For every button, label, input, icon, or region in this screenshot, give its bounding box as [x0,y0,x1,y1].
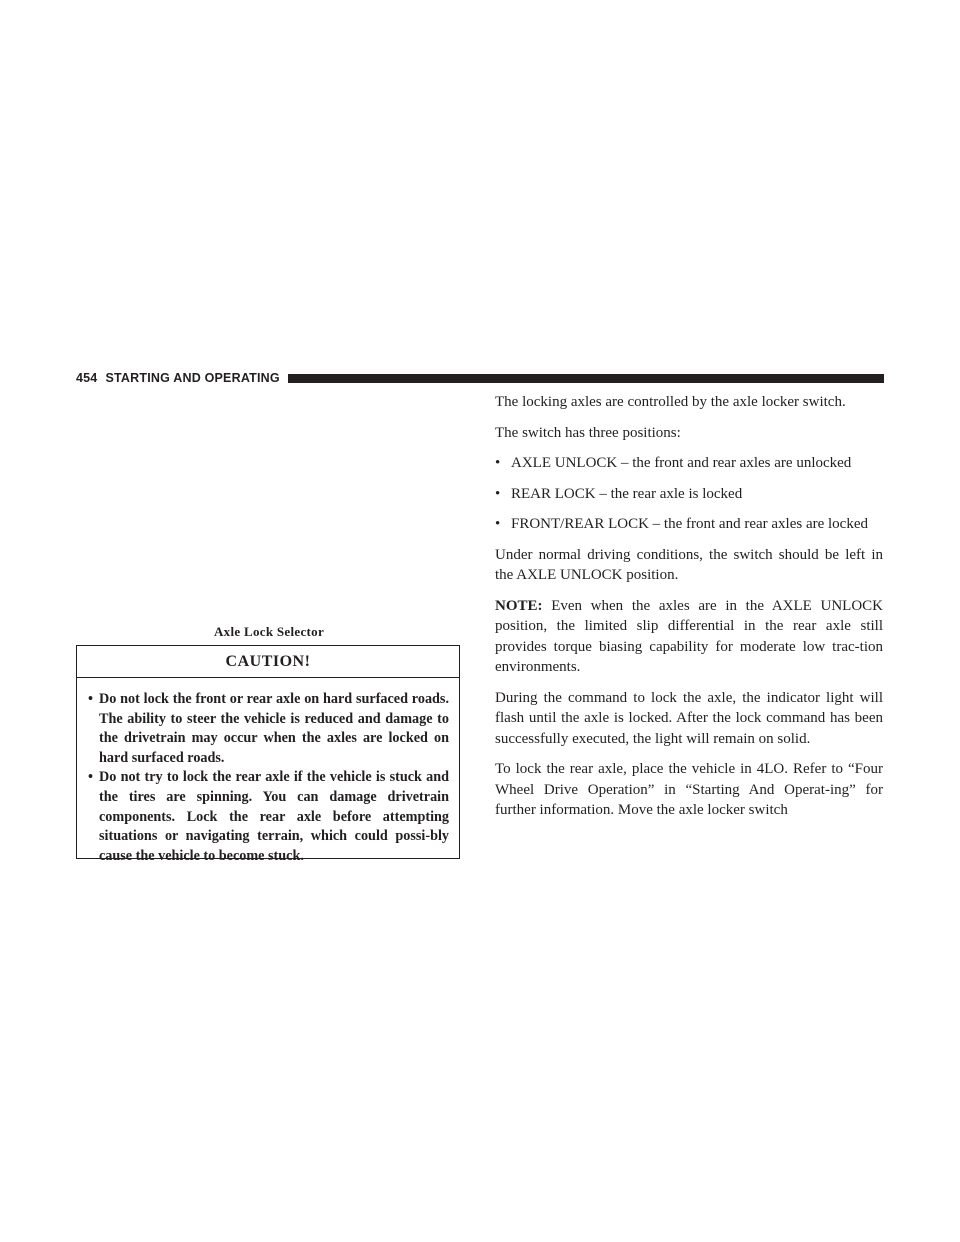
note-paragraph [495,596,883,678]
list-item-text: FRONT/REAR LOCK – the front and rear axles are locked [511,516,868,532]
note-text: Even when the axles are in the AXLE UNLOCK position, the limited slip differential in the rear axle still provides torque biasing capability for moderate low trac-tion environments. [495,597,883,675]
positions-list [495,453,883,535]
caution-item-text: Do not try to lock the rear axle if the vehicle is stuck and the tires are spinning. You can damage drivetrain components. Lock the rear axle before attempting situations or navigating terrain, which could possi-bly cause the vehicle to become stuck. [99,769,449,864]
bullet-icon: • [88,691,93,707]
bullet-icon: • [495,516,501,532]
paragraph: The locking axles are controlled by the axle locker switch. [495,394,846,410]
caution-list [77,678,459,866]
caution-title: CAUTION! [77,646,459,678]
bullet-icon: • [88,769,93,786]
paragraph: During the command to lock the axle, the indicator light will flash until the axle is locked. After the lock command has been successfully executed, the light will remain on solid. [495,689,883,747]
list-item [495,514,883,535]
paragraph: The switch has three positions: [495,424,681,441]
bullet-icon: • [495,455,501,471]
paragraph: To lock the rear axle, place the vehicle in 4LO. Refer to “Four Wheel Drive Operation” in “Starting And Operat-ing” for further information. Move the axle locker switch [495,761,883,818]
note-label: NOTE: [495,597,543,614]
caution-item [89,768,449,866]
page-header [76,370,884,386]
list-item-text: REAR LOCK – the rear axle is locked [511,485,743,502]
caution-item [89,690,449,768]
paragraph: Under normal driving conditions, the switch should be left in the AXLE UNLOCK position. [495,546,883,583]
figure-caption: Axle Lock Selector [213,624,325,639]
list-item [495,484,883,505]
list-item-text: AXLE UNLOCK – the front and rear axles are unlocked [511,455,852,471]
section-title: STARTING AND OPERATING [105,371,280,385]
body-column [495,392,883,831]
page-number: 454 [76,371,98,385]
caution-box [76,645,460,864]
header-rule [288,374,884,383]
figure-image-area [76,392,462,620]
bullet-icon: • [495,485,501,502]
caution-item-text: Do not lock the front or rear axle on hard surfaced roads. The ability to steer the vehicle is reduced and damage to the drivetrain may occur when the axles are locked on hard surfaced roads. [99,691,449,766]
list-item [495,453,883,474]
